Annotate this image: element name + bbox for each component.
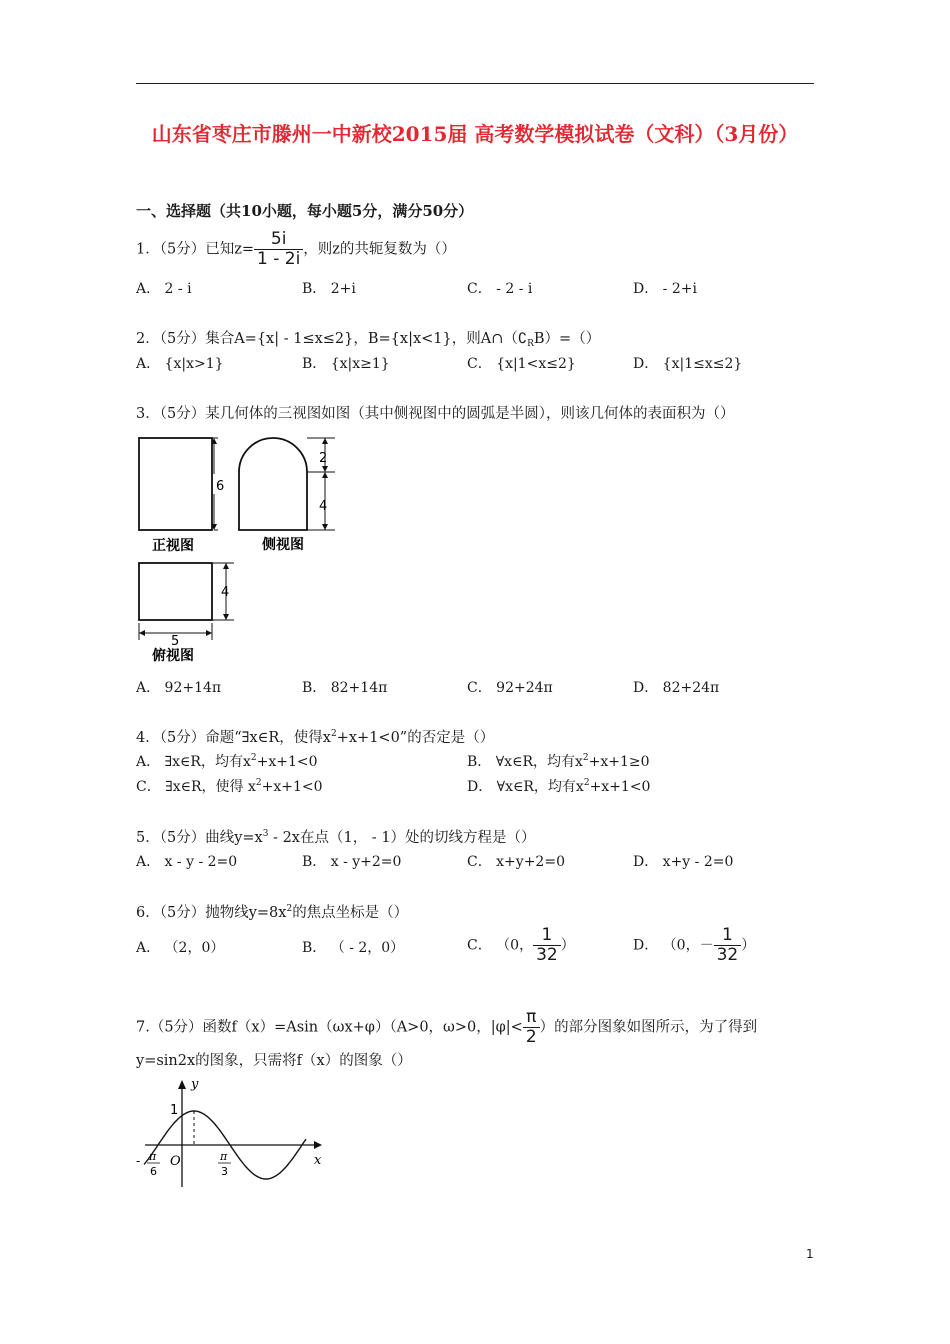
side-dim-4: 4 — [319, 499, 328, 514]
top-dim-4: 4 — [221, 585, 230, 600]
q6-option-b: B． （ - 2，0） — [302, 940, 405, 956]
top-dim-arrow-right — [206, 630, 212, 636]
q4-b-post: +x+1≥0 — [588, 754, 650, 770]
q4-a-pre: A． ∃x∈R，均有x — [136, 754, 251, 770]
q4-b-pre: B． ∀x∈R，均有x — [467, 754, 583, 770]
q5-option-b: B． x - y+2=0 — [302, 854, 402, 870]
q5-option-d: D． x+y - 2=0 — [633, 854, 734, 870]
q2-suffix: B）=（） — [533, 331, 601, 347]
tick-three: 3 — [221, 1165, 228, 1178]
q4-a-sup: 2 — [250, 753, 257, 763]
q6-d-den: 32 — [716, 945, 739, 965]
q1-option-b: B． 2+i — [302, 281, 356, 297]
q1-option-a: A． 2 - i — [136, 281, 192, 297]
tick-pi: π — [220, 1150, 228, 1163]
question-6 — [136, 901, 408, 922]
q6-d-close: ） — [741, 937, 756, 954]
side-dim-arrow-mid-down — [322, 466, 328, 472]
q6-c-close: ） — [560, 937, 575, 954]
question-3: 3．（5分）某几何体的三视图如图（其中侧视图中的圆弧是半圆），则该几何体的表面积为（） — [136, 406, 735, 422]
q7-suffix: ）的部分图象如图所示，为了得到 — [539, 1019, 758, 1036]
q2-option-d: D． {x|1≤x≤2} — [633, 356, 743, 372]
side-dim-arrow-top — [322, 438, 328, 444]
q4-option-a — [136, 751, 318, 771]
q6-d-minus: － — [699, 937, 714, 954]
tick-label-1: 1 — [170, 1103, 179, 1118]
q4-sup: 2 — [331, 729, 337, 739]
sine-graph — [130, 1073, 340, 1193]
front-view-label: 正视图 — [152, 538, 194, 554]
tick-minus: - — [136, 1154, 141, 1168]
question-2 — [136, 327, 600, 349]
q2-prefix: 2．（5分）集合A={x| - 1≤x≤2}，B={x|x<1}，则A∩（∁ — [136, 331, 528, 347]
q1-numerator: 5i — [254, 230, 303, 250]
question-7 — [136, 1008, 757, 1047]
q6-option-d — [633, 926, 755, 965]
section-heading: 一、选择题（共10小题，每小题5分，满分50分） — [136, 202, 474, 220]
question-1 — [136, 230, 456, 269]
q6-option-c — [467, 926, 575, 965]
q4-d-sup: 2 — [583, 778, 590, 788]
q4-c-post: +x+1<0 — [261, 779, 323, 795]
q2-subscript: R — [527, 339, 534, 349]
y-axis-arrow — [178, 1080, 186, 1089]
q5-option-a: A． x - y - 2=0 — [136, 854, 238, 870]
q1-option-c: C． - 2 - i — [467, 281, 533, 297]
question-4 — [136, 726, 494, 747]
q3-option-a: A． 92+14π — [136, 680, 222, 696]
q6-prefix: 6．（5分）抛物线y=8x — [136, 905, 287, 921]
q4-b-sup: 2 — [582, 753, 589, 763]
q3-option-b: B． 82+14π — [302, 680, 388, 696]
origin-label: O — [170, 1154, 181, 1169]
q6-d-pre: D． （0， — [633, 937, 700, 954]
top-dim-arrow-down — [223, 614, 229, 620]
q7-fraction — [523, 1008, 540, 1047]
question-5 — [136, 826, 536, 847]
q5-suffix: - 2x在点（1， - 1）处的切线方程是（） — [268, 830, 536, 846]
side-view-shape — [239, 438, 307, 530]
side-view-label: 侧视图 — [262, 537, 304, 553]
q2-option-b: B． {x|x≥1} — [302, 356, 390, 372]
q5-option-c: C． x+y+2=0 — [467, 854, 565, 870]
y-axis-label: y — [191, 1077, 199, 1092]
q6-c-den: 32 — [536, 945, 558, 965]
page-number: 1 — [806, 1247, 814, 1261]
q5-prefix: 5．（5分）曲线y=x — [136, 830, 263, 846]
front-view-rect — [139, 438, 212, 530]
q3-option-d: D． 82+24π — [633, 680, 720, 696]
q5-sup: 3 — [262, 829, 269, 839]
header-rule — [136, 83, 814, 84]
x-axis-label: x — [314, 1153, 322, 1168]
q6-d-fraction — [714, 926, 742, 965]
top-dim-arrow-up — [223, 563, 229, 569]
tick-neg-pi: π — [149, 1150, 157, 1163]
q1-option-d: D． - 2+i — [633, 281, 697, 297]
q6-c-num: 1 — [533, 926, 561, 946]
q4-option-c — [136, 776, 323, 796]
q1-denominator: 1 - 2i — [257, 249, 301, 269]
q3-option-c: C． 92+24π — [467, 680, 553, 696]
q1-suffix: ，则z的共轭复数为（） — [303, 241, 456, 258]
side-dim-arrow-bottom — [322, 524, 328, 530]
side-dim-2: 2 — [319, 451, 328, 466]
document-title: 山东省枣庄市滕州一中新校2015届 高考数学模拟试卷（文科）（3月份） — [151, 122, 799, 146]
q2-option-a: A． {x|x>1} — [136, 356, 224, 372]
side-dim-arrow-mid-up — [322, 472, 328, 478]
front-dim-6: 6 — [216, 479, 225, 494]
q4-d-pre: D． ∀x∈R，均有x — [467, 779, 584, 795]
q7-num: π — [523, 1008, 540, 1028]
q6-option-a: A． （2，0） — [136, 940, 225, 956]
top-dim-5: 5 — [171, 634, 180, 649]
q4-c-sup: 2 — [255, 778, 262, 788]
q4-option-d — [467, 776, 650, 796]
q6-sup: 2 — [286, 904, 293, 914]
three-view-figure — [130, 430, 350, 670]
q4-c-pre: C． ∃x∈R，使得 x — [136, 779, 256, 795]
x-axis-arrow — [314, 1141, 322, 1149]
q6-suffix: 的焦点坐标是（） — [292, 905, 409, 921]
q6-c-fraction — [533, 926, 561, 965]
q4-suffix: +x+1<0”的否定是（） — [336, 730, 495, 746]
top-view-label: 俯视图 — [152, 648, 194, 664]
q2-option-c: C． {x|1<x≤2} — [467, 356, 576, 372]
q4-d-post: +x+1<0 — [589, 779, 651, 795]
tick-neg-six: 6 — [150, 1165, 157, 1178]
q7-den: 2 — [525, 1027, 537, 1047]
q4-option-b — [467, 751, 650, 771]
top-dim-arrow-left — [139, 630, 145, 636]
q1-prefix: 1．（5分）已知z= — [136, 241, 254, 258]
q4-a-post: +x+1<0 — [256, 754, 318, 770]
q7-prefix: 7.（5分）函数f（x）=Asin（ωx+φ）（A>0，ω>0，|φ|< — [136, 1019, 523, 1036]
q6-c-pre: C． （0， — [467, 937, 534, 954]
question-7-line-2: y=sin2x的图象，只需将f（x）的图象（） — [136, 1053, 412, 1069]
q1-fraction — [254, 230, 303, 269]
top-view-rect — [139, 563, 212, 620]
q4-prefix: 4．（5分）命题“∃x∈R，使得x — [136, 730, 331, 746]
q6-d-num: 1 — [714, 926, 742, 946]
